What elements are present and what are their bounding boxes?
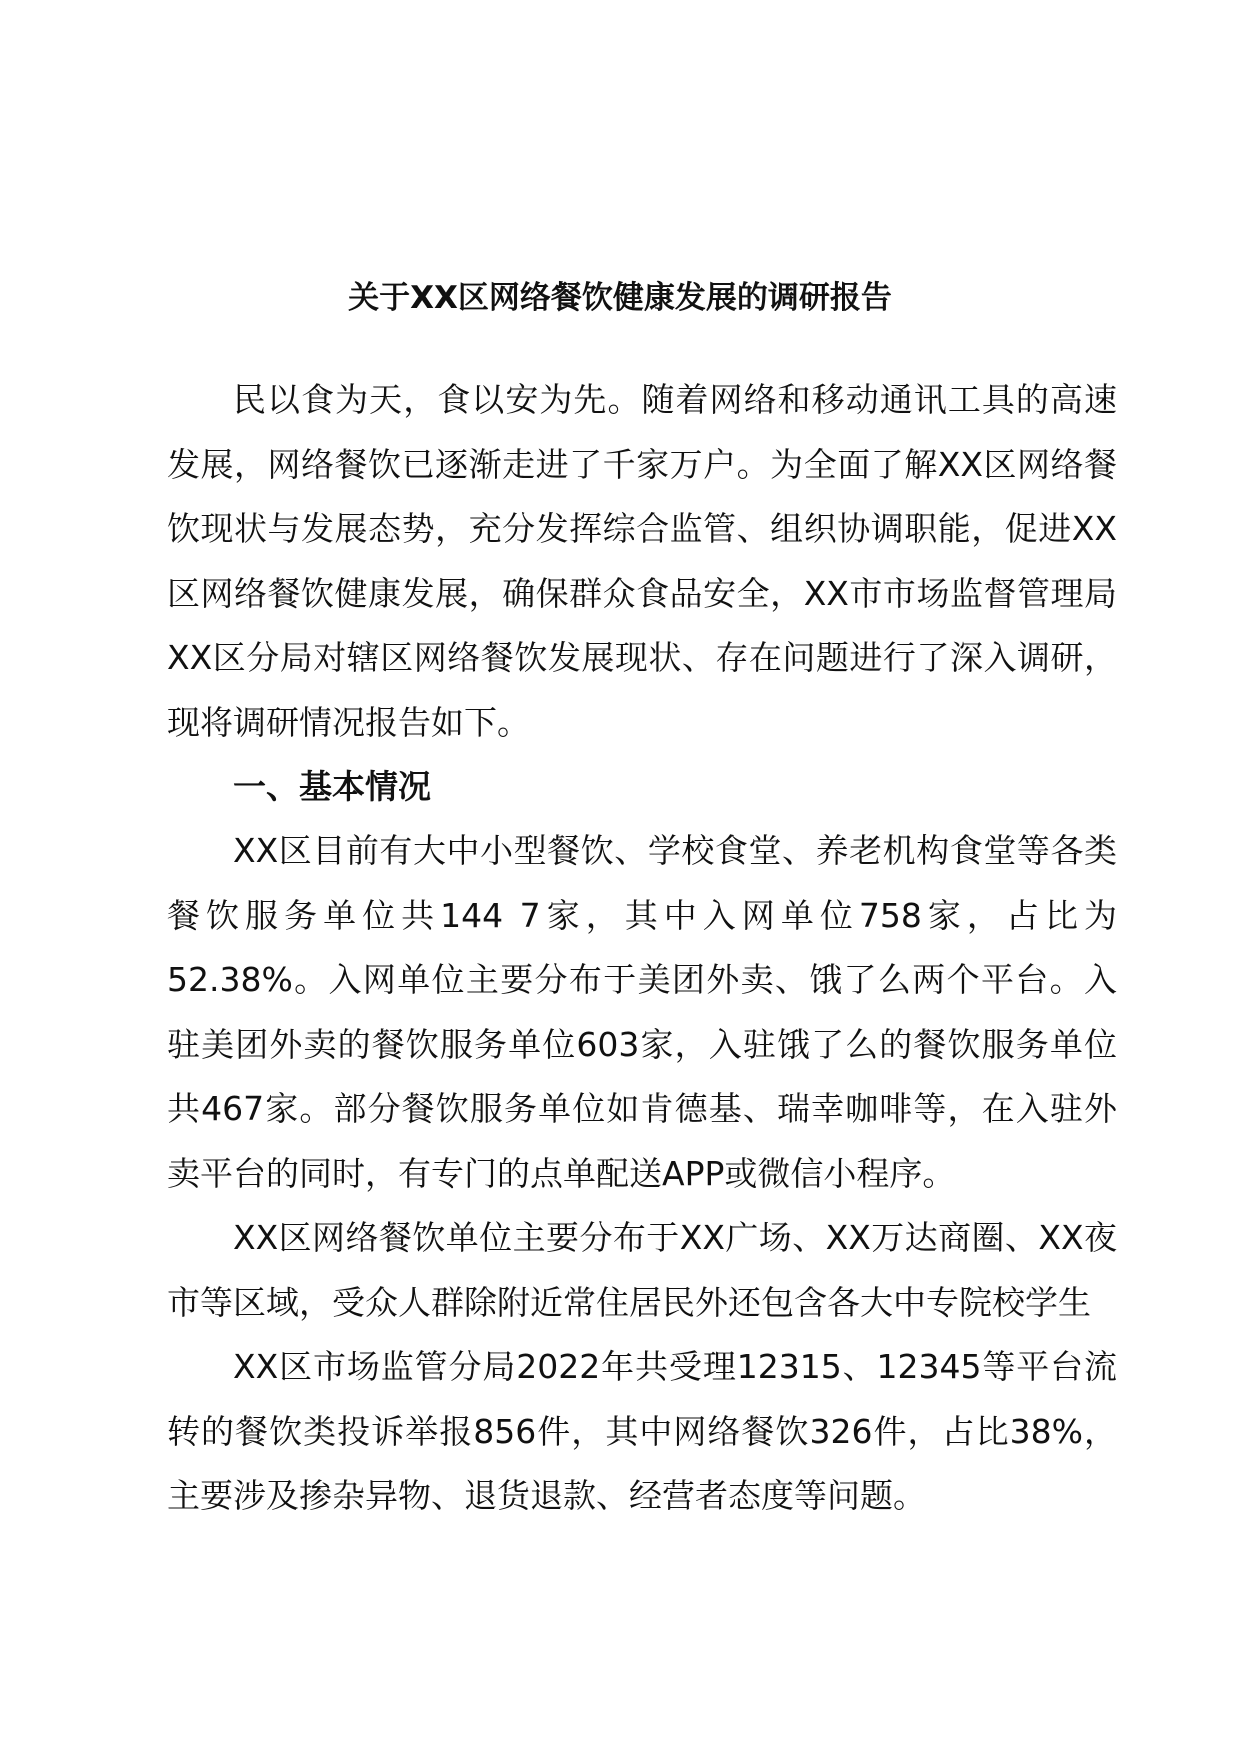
paragraph-unit-statistics: XX区目前有大中小型餐饮、学校食堂、养老机构食堂等各类餐饮服务单位共144 7家，其中入网单位758家，占比为52.38%。入网单位主要分布于美团外卖、饿了么两个平台。入驻美团外卖的餐饮服务单位603家，入驻饿了么的餐饮服务单位共467家。部分餐饮服务单位如肯德基、瑞幸咖啡等，在入驻外卖平台的同时，有专门的点单配送APP或微信小程序。 bbox=[167, 831, 1117, 1193]
section-heading-basic-situation: 一、基本情况 bbox=[233, 767, 431, 806]
document-title: 关于XX区网络餐饮健康发展的调研报告 bbox=[348, 280, 892, 316]
paragraph-distribution: XX区网络餐饮单位主要分布于XX广场、XX万达商圈、XX夜市等区域，受众人群除附近常住居民外还包含各大中专院校学生 bbox=[167, 1218, 1117, 1322]
intro-paragraph: 民以食为天，食以安为先。随着网络和移动通讯工具的高速发展，网络餐饮已逐渐走进了千家万户。为全面了解XX区网络餐饮现状与发展态势，充分发挥综合监管、组织协调职能，促进XX区网络餐饮健康发展，确保群众食品安全，XX市市场监督管理局XX区分局对辖区网络餐饮发展现状、存在问题进行了深入调研，现将调研情况报告如下。 bbox=[167, 380, 1117, 742]
paragraph-complaints: XX区市场监管分局2022年共受理12315、12345等平台流转的餐饮类投诉举报856件，其中网络餐饮326件，占比38%，主要涉及掺杂异物、退货退款、经营者态度等问题。 bbox=[167, 1347, 1117, 1515]
